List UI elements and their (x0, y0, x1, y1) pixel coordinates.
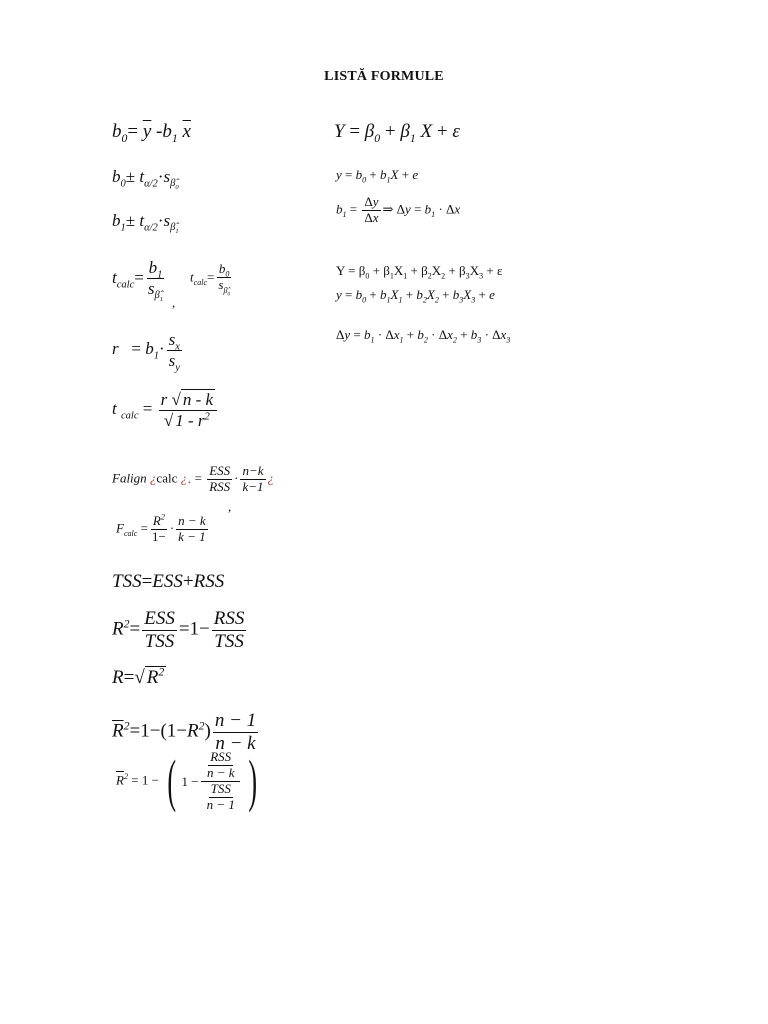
formula-t-calc-b0: $t_{calc}=$ $\frac{b_0}{s_{\betâ_0}}$ (190, 261, 230, 298)
formula-b0-interval: $b_0\pm t_{\alpha/2}\cdot s_{\betâ_0}$ (112, 167, 179, 192)
stray-word: Falign (112, 470, 147, 486)
formula-r-root: R=√ $R^2$ (112, 665, 165, 688)
comma-separator: , (172, 295, 176, 310)
formula-population-model: $Y = \beta_0 + \beta_1$ X + ε (334, 121, 460, 145)
formula-b1-interval: $b_1\pm t_{\alpha/2}\cdot s_{\betâ_1}$ (112, 211, 179, 236)
formula-sample-model: $y = b_0 + b_1X + e$ (336, 167, 419, 185)
formula-t-calc-r: t $_{calc}$ = $\frac{r √ n - k}{√ 1 - r^2}$ (112, 390, 219, 430)
formula-f-calc: $F_{calc}$ = $\frac{R^2}{1-}$ · $\frac{n - k}{k - 1}$ (116, 512, 206, 544)
formula-tss: TSS=ESS+RSS (112, 571, 225, 592)
formula-f-calc-garbled: Falign ¿calc ¿$_{^+}$ = $\frac{\text{ESS}}{\text{RSS}}$ · $\frac{n-k}{k-1}$ ¿ (112, 463, 275, 494)
formula-multiple-population: $Y = \beta_0 + \beta_1X_1 + \beta_2X_2 + \beta_3X_3 + \varepsilon$ (336, 263, 503, 281)
formula-r-squared: $R^2=$ $\frac{\text{ESS}}{\text{TSS}}$ =1− $\frac{\text{RSS}}{\text{TSS}}$ (112, 608, 245, 652)
formula-adjusted-r2: $\overline{R}^2=1-(1-R^2)$ $\frac{n - 1}{n - k}$ (112, 710, 257, 754)
formula-multiple-delta: $\Delta y = b_1 \cdot \Delta x_1 + b_2 \cdot \Delta x_2 + b_3 \cdot \Delta x_3$ (336, 327, 511, 345)
formula-multiple-sample: $y = b_0 + b_1X_1 + b_2X_2 + b_3X_3 + e$ (336, 287, 495, 305)
formula-t-calc-b1: $t_{calc}=$ $\frac{b_1}{s_{\betâ_1}}$ (112, 258, 164, 304)
stray-char: ¿ (149, 470, 157, 486)
comma-separator-2: , (228, 499, 232, 514)
formula-adjusted-r2-alt: $\overline{R}^2 = 1$ − ( 1 − $\frac{\frac{\text{RSS}}{n - k}}{\frac{\text{TSS}}{n - 1}}$ ) (116, 748, 257, 814)
formula-r: $r = b_1\cdot$ $\frac{s_x}{s_y}$ (112, 330, 180, 373)
formula-b0-estimate: $b_0= \overline{y}$ $-b_1$ $\overline{x}$ (112, 121, 191, 145)
page-title: LISTĂ FORMULE (324, 69, 444, 84)
formula-slope-delta: $b_1$ = $\frac{\Delta y}{\Delta x}$ ⇒ $\Delta y = b_1 \cdot \Delta x$ (336, 194, 461, 225)
